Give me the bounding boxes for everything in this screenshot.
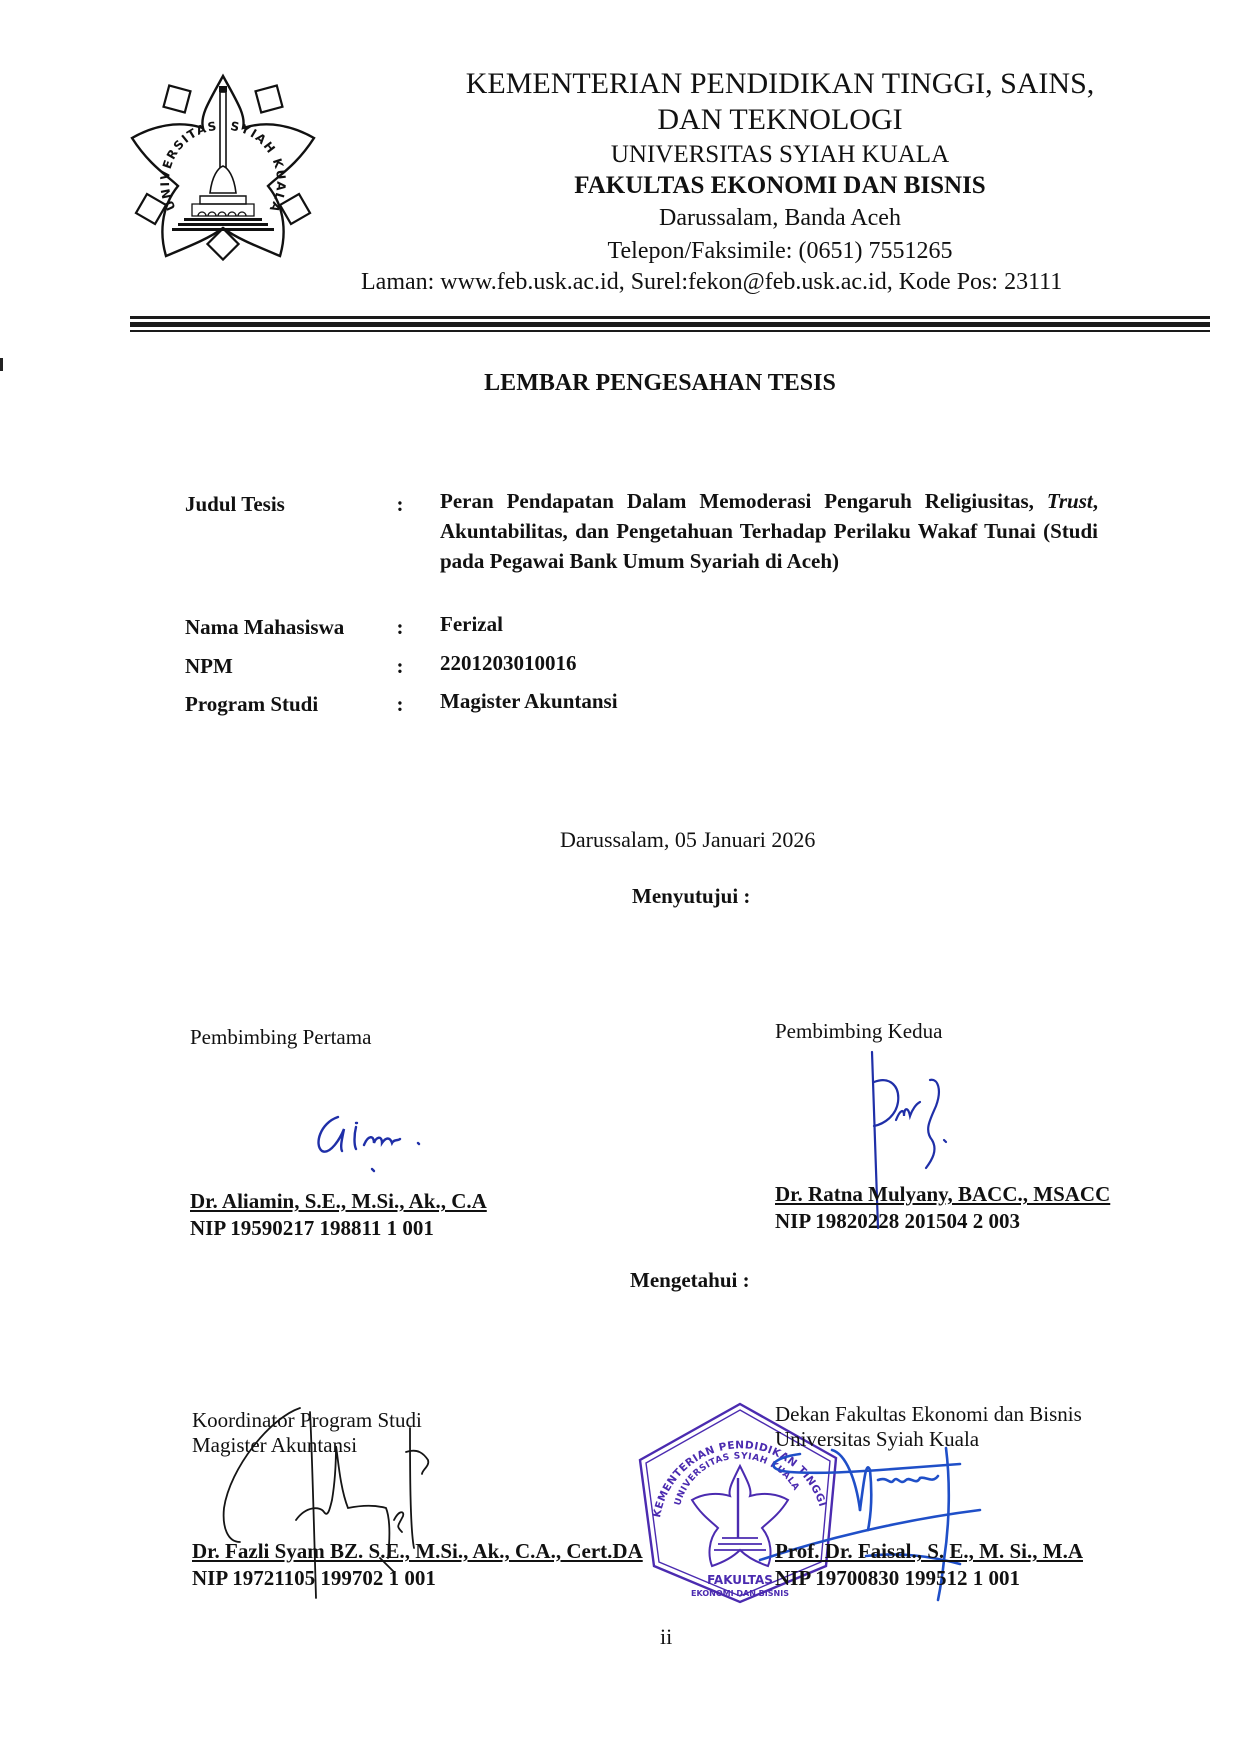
coordinator-name: Dr. Fazli Syam BZ. S.E., M.Si., Ak., C.A., Cert.DA <box>192 1539 643 1563</box>
campus-address: Darussalam, Banda Aceh <box>659 205 901 231</box>
field-label-study-program: Program Studi <box>185 692 319 716</box>
place-date: Darussalam, 05 Januari 2026 <box>560 827 816 852</box>
letterhead-rule-bottom <box>130 330 1210 332</box>
thesis-title-italic-term: Trust <box>1046 489 1093 513</box>
document-title: LEMBAR PENGESAHAN TESIS <box>484 370 836 396</box>
acknowledged-heading: Mengetahui : <box>630 1268 750 1292</box>
ministry-line-2: DAN TEKNOLOGI <box>657 103 903 136</box>
first-supervisor-nip: NIP 19590217 198811 1 001 <box>190 1216 434 1240</box>
field-value-thesis-title <box>440 486 1098 576</box>
approved-heading: Menyutujui : <box>632 884 751 908</box>
second-supervisor-nip: NIP 19820228 201504 2 003 <box>775 1209 1021 1233</box>
dean-role-line-1: Dekan Fakultas Ekonomi dan Bisnis <box>775 1402 1082 1426</box>
coordinator-role-line-1: Koordinator Program Studi <box>192 1408 422 1432</box>
letterhead-rule-top <box>130 316 1210 319</box>
svg-text:UNIVERSITAS: UNIVERSITAS <box>157 118 219 213</box>
second-supervisor-role: Pembimbing Kedua <box>775 1019 943 1043</box>
thesis-title-part-1: Peran Pendapatan Dalam Memoderasi Pengaruh Religiusitas, <box>440 489 1047 513</box>
coordinator-nip: NIP 19721105 199702 1 001 <box>192 1566 436 1590</box>
dean-role-line-2: Universitas Syiah Kuala <box>775 1427 980 1451</box>
svg-text:FAKULTAS: FAKULTAS <box>707 1573 773 1587</box>
university-name: UNIVERSITAS SYIAH KUALA <box>610 141 950 168</box>
first-supervisor-role: Pembimbing Pertama <box>190 1025 372 1049</box>
first-supervisor-signature <box>310 1105 470 1175</box>
dean-nip: NIP 19700830 199512 1 001 <box>775 1566 1021 1590</box>
field-value-npm: 2201203010016 <box>440 651 577 675</box>
thesis-title-part-2: , Akuntabilitas, dan Pengetahuan Terhadap Perilaku Wakaf Tunai (Studi pada Pegawai Bank Umum Syariah di Aceh) <box>440 489 1098 573</box>
field-colon: : <box>396 492 404 516</box>
coordinator-role-line-2: Magister Akuntansi <box>192 1433 358 1457</box>
university-logo-icon <box>118 68 328 268</box>
field-label-thesis-title: Judul Tesis <box>185 492 285 516</box>
contact-line: Laman: www.feb.usk.ac.id, Surel:fekon@feb.usk.ac.id, Kode Pos: 23111 <box>361 269 1063 295</box>
first-supervisor-name: Dr. Aliamin, S.E., M.Si., Ak., C.A <box>190 1189 487 1213</box>
field-value-student-name: Ferizal <box>440 612 503 636</box>
field-colon: : <box>396 615 404 639</box>
dean-name: Prof. Dr. Faisal., S. E., M. Si., M.A <box>775 1539 1083 1563</box>
svg-text:UNIVERSITAS SYIAH KUALA: UNIVERSITAS SYIAH KUALA <box>673 1451 801 1507</box>
second-supervisor-name: Dr. Ratna Mulyany, BACC., MSACC <box>775 1182 1111 1206</box>
page-number: ii <box>660 1624 673 1649</box>
svg-text:KEMENTERIAN PENDIDIKAN TINGGI,: KEMENTERIAN PENDIDIKAN TINGGI, SAINS, DAN TEKNOLOGI <box>625 1389 829 1519</box>
phone-fax: Telepon/Faksimile: (0651) 7551265 <box>607 238 953 264</box>
field-label-student-name: Nama Mahasiswa <box>185 615 345 639</box>
letterhead-rule-thick <box>130 322 1210 327</box>
faculty-name: FAKULTAS EKONOMI DAN BISNIS <box>574 172 986 199</box>
field-label-npm: NPM <box>185 654 233 678</box>
svg-text:SYIAH KUALA: SYIAH KUALA <box>229 118 289 216</box>
field-colon: : <box>396 692 404 716</box>
field-value-study-program: Magister Akuntansi <box>440 689 618 713</box>
ministry-line-1: KEMENTERIAN PENDIDIKAN TINGGI, SAINS, <box>465 67 1095 100</box>
field-colon: : <box>396 654 404 678</box>
svg-text:EKONOMI DAN BISNIS: EKONOMI DAN BISNIS <box>691 1589 789 1598</box>
scan-mark <box>0 358 3 371</box>
